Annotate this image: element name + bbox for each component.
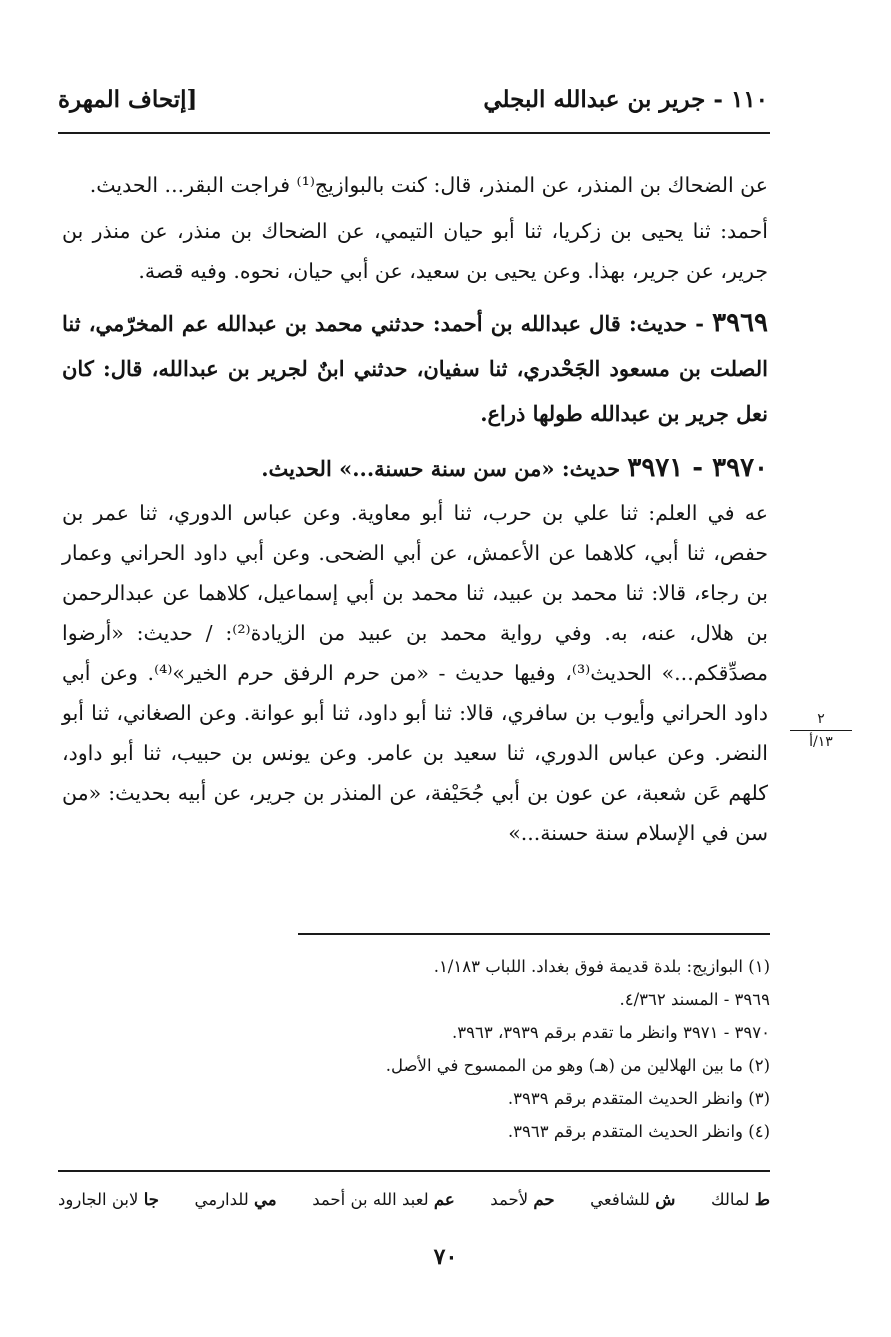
abbreviation-item: جا لابن الجارود (58, 1190, 159, 1209)
abbreviation-item: عم لعبد الله بن أحمد (312, 1190, 455, 1209)
footnote-item: ٣٩٦٩ - المسند ٤/٣٦٢. (619, 990, 770, 1009)
margin-note-divider (790, 730, 852, 731)
footnote-item: (٢) ما بين الهلالين من (هـ) وهو من الممسوح في الأصل. (385, 1056, 770, 1075)
book-title: [إتحاف المهرة (58, 86, 198, 113)
footnote-item: (٤) وانظر الحديث المتقدم برقم ٣٩٦٣. (507, 1122, 770, 1141)
abbreviations-key (58, 1190, 770, 1209)
hadith-3970-3971 (62, 446, 768, 491)
hadith-number: ٣٩٧٠ - ٣٩٧١ (627, 453, 768, 483)
abbreviation-item: مي للدارمي (194, 1190, 277, 1209)
page-number: ٧٠ (433, 1244, 458, 1270)
margin-note-top: ٢ (817, 711, 825, 727)
abbreviation-item: حم لأحمد (490, 1190, 555, 1209)
header-rule (58, 132, 770, 134)
hadith-number: ٣٩٦٩ (712, 308, 769, 338)
footnote-item: ٣٩٧٠ - ٣٩٧١ وانظر ما تقدم برقم ٣٩٣٩، ٣٩٦٣. (452, 1023, 770, 1042)
paragraph-5: عه في العلم: ثنا علي بن حرب، ثنا أبو معاوية. وعن عباس الدوري، ثنا عمر بن حفص، ثنا أبي، كلاهما عن الأعمش، عن أبي الضحى. وعن أبي داود الحراني وعمار بن رجاء، قالا: ثنا محمد بن عبيد، ثنا محمد بن أبي إسماعيل، كلاهما عن عبدالرحمن بن هلال، عنه، به. وفي رواية محمد بن عبيد من الزيادة⁽²⁾: / حديث: «أرضوا مصدِّقكم...» الحديث⁽³⁾، وفيها حديث - «من حرم الرفق حرم الخير»⁽⁴⁾. وعن أبي داود الحراني وأيوب بن سافري، قالا: ثنا أبو داود، ثنا أبو عوانة. وعن الصغاني، ثنا أبو النضر. وعن عباس الدوري، ثنا سعيد بن عامر. وعن يونس بن حبيب، ثنا أبو داود، كلهم عَن شعبة، عن عون بن أبي جُحَيْفة، عن المنذر بن جرير، عن أبيه بحديث: «من سن في الإسلام سنة حسنة...» (62, 501, 768, 845)
footnotes (310, 950, 770, 1148)
hadith-3969 (62, 301, 768, 436)
footnote-item: (٣) وانظر الحديث المتقدم برقم ٣٩٣٩. (507, 1089, 770, 1108)
footnote-item: (١) البوازيج: بلدة قديمة فوق بغداد. اللباب ١/١٨٣. (433, 957, 770, 976)
margin-note-bottom: ١٣/أ (809, 734, 833, 750)
footnote-rule (298, 933, 770, 935)
paragraph-1: عن الضحاك بن المنذر، عن المنذر، قال: كنت بالبوازيج⁽¹⁾ فراجت البقر... الحديث. (89, 173, 768, 197)
abbreviations-rule (58, 1170, 770, 1172)
abbreviation-item: ط لمالك (710, 1190, 770, 1209)
hadith-text: حديث: «من سن سنة حسنة...» الحديث. (261, 456, 621, 481)
abbreviation-item: ش للشافعي (590, 1190, 676, 1209)
paragraph-2: أحمد: ثنا يحيى بن زكريا، ثنا أبو حيان التيمي، عن الضحاك بن منذر، عن منذر بن جرير، عن جرير، بهذا. وعن يحيى بن سعيد، عن أبي حيان، نحوه. وفيه قصة. (62, 219, 768, 283)
hadith-text: - حديث: قال عبدالله بن أحمد: حدثني محمد بن عبدالله عم المخرّمي، ثنا الصلت بن مسعود الجَحْدري، ثنا سفيان، حدثني ابنٌ لجرير بن عبدالله، قال: كان نعل جرير بن عبدالله طولها ذراع. (62, 311, 768, 426)
manuscript-margin-note (790, 710, 852, 751)
main-text (62, 165, 768, 853)
chapter-title: ١١٠ - جرير بن عبدالله البجلي (483, 86, 768, 113)
